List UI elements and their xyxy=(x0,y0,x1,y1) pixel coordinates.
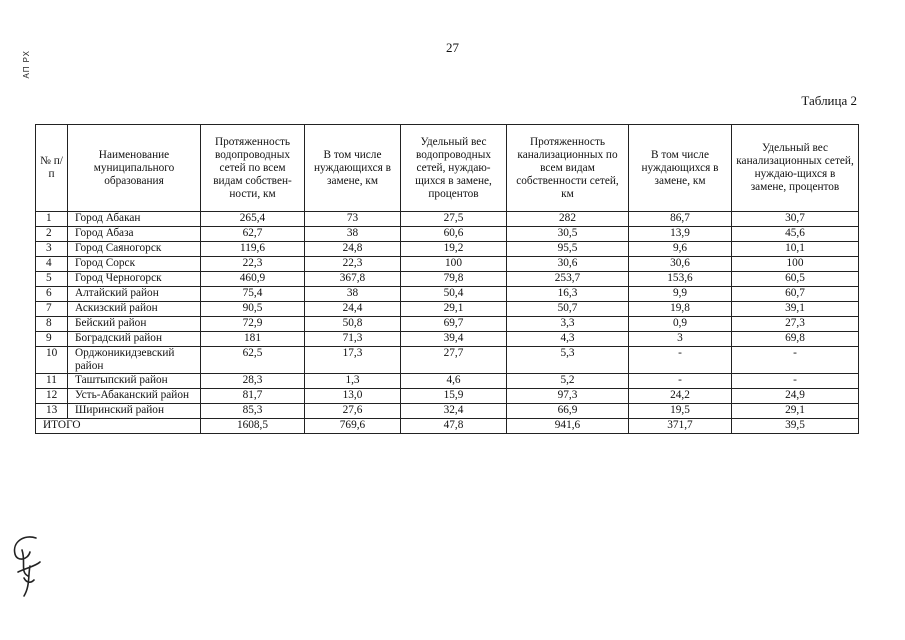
header-sewer-replace: В том числе нуждающихся в замене, км xyxy=(629,125,732,212)
header-water-share: Удельный вес водопроводных сетей, нуждаю-щихся в замене, процентов xyxy=(401,125,507,212)
total-value-cell: 39,5 xyxy=(732,419,859,434)
value-cell: 13,9 xyxy=(629,227,732,242)
value-cell: - xyxy=(732,374,859,389)
municipality-cell: Аскизский район xyxy=(68,302,201,317)
value-cell: 367,8 xyxy=(305,272,401,287)
value-cell: 62,5 xyxy=(201,347,305,374)
header-index: № п/п xyxy=(36,125,68,212)
page-number: 27 xyxy=(446,40,459,55)
table-row xyxy=(36,332,859,347)
value-cell: 69,7 xyxy=(401,317,507,332)
value-cell: 69,8 xyxy=(732,332,859,347)
table-row xyxy=(36,287,859,302)
header-sewer-share: Удельный вес канализационных сетей, нуждаю-щихся в замене, процентов xyxy=(732,125,859,212)
side-stamp: АП РХ xyxy=(22,50,31,79)
row-index-cell: 7 xyxy=(36,302,68,317)
value-cell: 39,1 xyxy=(732,302,859,317)
total-value-cell: 1608,5 xyxy=(201,419,305,434)
value-cell: 9,6 xyxy=(629,242,732,257)
value-cell: 27,3 xyxy=(732,317,859,332)
value-cell: 79,8 xyxy=(401,272,507,287)
value-cell: 50,4 xyxy=(401,287,507,302)
value-cell: 460,9 xyxy=(201,272,305,287)
row-index-cell: 13 xyxy=(36,404,68,419)
value-cell: 1,3 xyxy=(305,374,401,389)
municipality-cell: Город Абаза xyxy=(68,227,201,242)
value-cell: 29,1 xyxy=(401,302,507,317)
table-row xyxy=(36,212,859,227)
table-body xyxy=(36,212,859,434)
data-table-container xyxy=(35,124,858,434)
value-cell: 86,7 xyxy=(629,212,732,227)
table-row xyxy=(36,272,859,287)
value-cell: 30,6 xyxy=(507,257,629,272)
header-sewer-length: Протяженность канализационных по всем видам собственности сетей, км xyxy=(507,125,629,212)
value-cell: 28,3 xyxy=(201,374,305,389)
row-index-cell: 10 xyxy=(36,347,68,374)
value-cell: 30,5 xyxy=(507,227,629,242)
total-label-cell: ИТОГО xyxy=(36,419,201,434)
value-cell: 100 xyxy=(732,257,859,272)
value-cell: 4,3 xyxy=(507,332,629,347)
value-cell: 3 xyxy=(629,332,732,347)
row-index-cell: 2 xyxy=(36,227,68,242)
value-cell: 95,5 xyxy=(507,242,629,257)
value-cell: 5,3 xyxy=(507,347,629,374)
value-cell: 4,6 xyxy=(401,374,507,389)
value-cell: 81,7 xyxy=(201,389,305,404)
value-cell: 32,4 xyxy=(401,404,507,419)
row-index-cell: 1 xyxy=(36,212,68,227)
value-cell: 100 xyxy=(401,257,507,272)
table-row xyxy=(36,389,859,404)
value-cell: 30,6 xyxy=(629,257,732,272)
value-cell: 97,3 xyxy=(507,389,629,404)
row-index-cell: 3 xyxy=(36,242,68,257)
municipality-cell: Усть-Абаканский район xyxy=(68,389,201,404)
value-cell: 3,3 xyxy=(507,317,629,332)
row-index-cell: 12 xyxy=(36,389,68,404)
municipality-cell: Город Абакан xyxy=(68,212,201,227)
table-row xyxy=(36,404,859,419)
municipality-cell: Таштыпский район xyxy=(68,374,201,389)
table-title: Таблица 2 xyxy=(801,93,857,108)
value-cell: 66,9 xyxy=(507,404,629,419)
value-cell: 9,9 xyxy=(629,287,732,302)
value-cell: 119,6 xyxy=(201,242,305,257)
municipality-cell: Город Сорск xyxy=(68,257,201,272)
value-cell: 29,1 xyxy=(732,404,859,419)
value-cell: 27,5 xyxy=(401,212,507,227)
table-header-row xyxy=(36,125,859,212)
table-row xyxy=(36,347,859,374)
value-cell: 22,3 xyxy=(201,257,305,272)
table-row xyxy=(36,257,859,272)
value-cell: - xyxy=(629,374,732,389)
value-cell: 19,8 xyxy=(629,302,732,317)
table-row xyxy=(36,227,859,242)
value-cell: 73 xyxy=(305,212,401,227)
value-cell: 153,6 xyxy=(629,272,732,287)
value-cell: 282 xyxy=(507,212,629,227)
municipality-cell: Орджоникидзевский район xyxy=(68,347,201,374)
value-cell: 5,2 xyxy=(507,374,629,389)
value-cell: 60,7 xyxy=(732,287,859,302)
municipality-cell: Алтайский район xyxy=(68,287,201,302)
municipality-cell: Город Черногорск xyxy=(68,272,201,287)
value-cell: 17,3 xyxy=(305,347,401,374)
value-cell: 71,3 xyxy=(305,332,401,347)
row-index-cell: 11 xyxy=(36,374,68,389)
value-cell: 15,9 xyxy=(401,389,507,404)
value-cell: 24,9 xyxy=(732,389,859,404)
value-cell: - xyxy=(629,347,732,374)
value-cell: - xyxy=(732,347,859,374)
value-cell: 60,5 xyxy=(732,272,859,287)
value-cell: 62,7 xyxy=(201,227,305,242)
value-cell: 90,5 xyxy=(201,302,305,317)
value-cell: 60,6 xyxy=(401,227,507,242)
value-cell: 72,9 xyxy=(201,317,305,332)
municipality-cell: Боградский район xyxy=(68,332,201,347)
table-total-row xyxy=(36,419,859,434)
municipality-cell: Бейский район xyxy=(68,317,201,332)
table-row xyxy=(36,242,859,257)
value-cell: 39,4 xyxy=(401,332,507,347)
value-cell: 22,3 xyxy=(305,257,401,272)
value-cell: 16,3 xyxy=(507,287,629,302)
value-cell: 24,4 xyxy=(305,302,401,317)
value-cell: 10,1 xyxy=(732,242,859,257)
value-cell: 85,3 xyxy=(201,404,305,419)
data-table xyxy=(35,124,859,434)
value-cell: 19,5 xyxy=(629,404,732,419)
total-value-cell: 769,6 xyxy=(305,419,401,434)
total-value-cell: 371,7 xyxy=(629,419,732,434)
value-cell: 27,7 xyxy=(401,347,507,374)
row-index-cell: 5 xyxy=(36,272,68,287)
value-cell: 27,6 xyxy=(305,404,401,419)
value-cell: 45,6 xyxy=(732,227,859,242)
row-index-cell: 4 xyxy=(36,257,68,272)
municipality-cell: Ширинский район xyxy=(68,404,201,419)
value-cell: 24,8 xyxy=(305,242,401,257)
row-index-cell: 8 xyxy=(36,317,68,332)
value-cell: 38 xyxy=(305,227,401,242)
total-value-cell: 941,6 xyxy=(507,419,629,434)
table-row xyxy=(36,374,859,389)
value-cell: 38 xyxy=(305,287,401,302)
value-cell: 13,0 xyxy=(305,389,401,404)
row-index-cell: 9 xyxy=(36,332,68,347)
value-cell: 0,9 xyxy=(629,317,732,332)
header-water-length: Протяженность водопроводных сетей по всем видам собствен-ности, км xyxy=(201,125,305,212)
table-row xyxy=(36,317,859,332)
header-water-replace: В том числе нуждающихся в замене, км xyxy=(305,125,401,212)
value-cell: 75,4 xyxy=(201,287,305,302)
value-cell: 181 xyxy=(201,332,305,347)
municipality-cell: Город Саяногорск xyxy=(68,242,201,257)
row-index-cell: 6 xyxy=(36,287,68,302)
value-cell: 19,2 xyxy=(401,242,507,257)
value-cell: 30,7 xyxy=(732,212,859,227)
value-cell: 24,2 xyxy=(629,389,732,404)
value-cell: 253,7 xyxy=(507,272,629,287)
value-cell: 265,4 xyxy=(201,212,305,227)
handwritten-signature xyxy=(6,532,48,600)
header-municipality: Наименование муниципального образования xyxy=(68,125,201,212)
total-value-cell: 47,8 xyxy=(401,419,507,434)
table-row xyxy=(36,302,859,317)
value-cell: 50,8 xyxy=(305,317,401,332)
value-cell: 50,7 xyxy=(507,302,629,317)
